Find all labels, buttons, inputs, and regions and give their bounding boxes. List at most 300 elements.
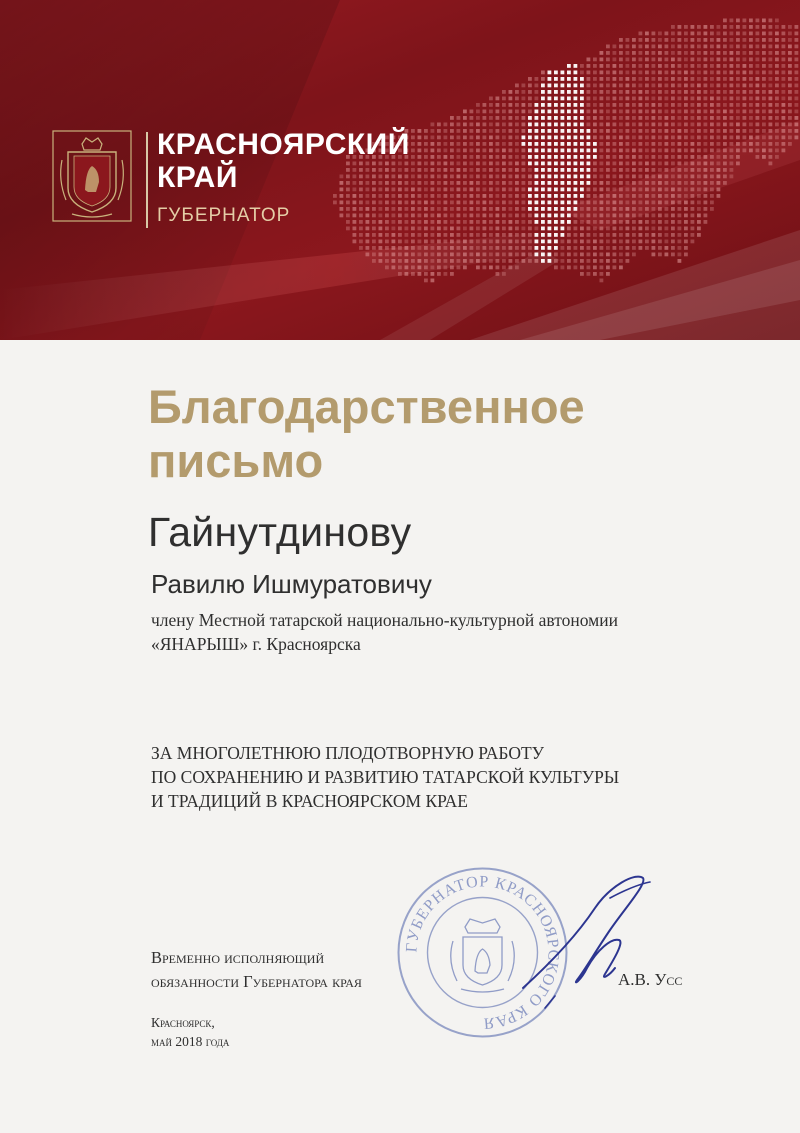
map-dot <box>379 181 383 185</box>
map-dot <box>691 220 695 224</box>
map-dot <box>626 240 630 244</box>
map-dot <box>463 110 467 114</box>
map-dot <box>437 220 441 224</box>
map-dot <box>515 136 519 140</box>
map-dot <box>691 240 695 244</box>
map-dot <box>405 168 409 172</box>
map-dot <box>574 214 578 218</box>
map-dot <box>723 45 727 49</box>
map-dot <box>665 194 669 198</box>
map-dot <box>600 175 604 179</box>
map-dot <box>476 168 480 172</box>
map-dot <box>496 116 500 120</box>
map-dot <box>424 194 428 198</box>
map-dot <box>652 194 656 198</box>
map-dot-highlight <box>541 116 545 120</box>
map-dot <box>502 259 506 263</box>
map-dot <box>704 32 708 36</box>
map-dot <box>522 188 526 192</box>
map-dot <box>782 25 786 29</box>
map-dot <box>626 110 630 114</box>
map-dot <box>476 129 480 133</box>
map-dot <box>606 142 610 146</box>
map-dot <box>613 266 617 270</box>
map-dot <box>730 51 734 55</box>
map-dot <box>678 84 682 88</box>
map-dot <box>730 25 734 29</box>
map-dot <box>782 129 786 133</box>
map-dot <box>587 58 591 62</box>
map-dot <box>379 201 383 205</box>
map-dot <box>502 214 506 218</box>
map-dot <box>346 227 350 231</box>
map-dot <box>632 64 636 68</box>
map-dot-highlight <box>554 240 558 244</box>
map-dot <box>398 188 402 192</box>
map-dot <box>437 266 441 270</box>
map-dot <box>515 155 519 159</box>
map-dot <box>580 246 584 250</box>
map-dot <box>665 149 669 153</box>
map-dot <box>470 155 474 159</box>
map-dot <box>398 168 402 172</box>
map-dot <box>606 71 610 75</box>
map-dot <box>528 220 532 224</box>
map-dot <box>645 168 649 172</box>
map-dot <box>502 142 506 146</box>
map-dot <box>665 181 669 185</box>
map-dot <box>392 188 396 192</box>
map-dot <box>795 71 799 75</box>
map-dot <box>658 51 662 55</box>
map-dot <box>483 129 487 133</box>
map-dot <box>392 266 396 270</box>
map-dot-highlight <box>541 188 545 192</box>
map-dot <box>665 168 669 172</box>
map-dot <box>522 84 526 88</box>
map-dot <box>684 233 688 237</box>
map-dot <box>509 175 513 179</box>
map-dot <box>574 220 578 224</box>
map-dot <box>762 97 766 101</box>
map-dot <box>645 77 649 81</box>
map-dot <box>509 97 513 101</box>
map-dot <box>769 110 773 114</box>
map-dot <box>437 188 441 192</box>
map-dot <box>522 168 526 172</box>
map-dot <box>483 149 487 153</box>
map-dot <box>652 71 656 75</box>
map-dot <box>528 84 532 88</box>
map-dot <box>749 45 753 49</box>
map-dot <box>684 25 688 29</box>
map-dot <box>431 240 435 244</box>
map-dot <box>444 175 448 179</box>
map-dot <box>385 259 389 263</box>
map-dot <box>515 103 519 107</box>
map-dot-highlight <box>580 116 584 120</box>
map-dot <box>736 136 740 140</box>
map-dot <box>496 246 500 250</box>
map-dot <box>710 51 714 55</box>
map-dot <box>489 214 493 218</box>
map-dot <box>645 233 649 237</box>
map-dot <box>762 123 766 127</box>
map-dot <box>593 227 597 231</box>
map-dot <box>658 155 662 159</box>
map-dot <box>366 246 370 250</box>
map-dot-highlight <box>548 201 552 205</box>
map-dot <box>522 116 526 120</box>
map-dot <box>665 136 669 140</box>
map-dot <box>769 58 773 62</box>
map-dot <box>593 259 597 263</box>
map-dot <box>775 38 779 42</box>
recipient-surname: Гайнутдинову <box>148 509 412 555</box>
map-dot <box>450 175 454 179</box>
map-dot <box>496 129 500 133</box>
map-dot <box>353 181 357 185</box>
map-dot <box>444 214 448 218</box>
map-dot <box>743 25 747 29</box>
map-dot-highlight <box>554 194 558 198</box>
map-dot <box>632 103 636 107</box>
map-dot <box>697 136 701 140</box>
map-dot <box>476 253 480 257</box>
map-dot <box>769 155 773 159</box>
map-dot <box>411 162 415 166</box>
map-dot-highlight <box>541 136 545 140</box>
map-dot <box>405 188 409 192</box>
map-dot <box>697 155 701 159</box>
map-dot <box>717 110 721 114</box>
map-dot <box>788 51 792 55</box>
map-dot <box>723 19 727 23</box>
map-dot <box>372 194 376 198</box>
map-dot <box>756 32 760 36</box>
map-dot <box>483 155 487 159</box>
recipient-given-names: Равилю Ишмуратовичу <box>151 569 432 599</box>
map-dot <box>509 227 513 231</box>
map-dot <box>444 201 448 205</box>
map-dot <box>775 103 779 107</box>
map-dot <box>515 259 519 263</box>
map-dot <box>671 142 675 146</box>
map-dot <box>684 58 688 62</box>
map-dot <box>411 142 415 146</box>
map-dot <box>723 129 727 133</box>
map-dot <box>366 220 370 224</box>
map-dot <box>671 136 675 140</box>
map-dot <box>366 168 370 172</box>
map-dot <box>398 233 402 237</box>
map-dot <box>463 201 467 205</box>
map-dot <box>606 45 610 49</box>
map-dot-highlight <box>580 155 584 159</box>
map-dot <box>359 240 363 244</box>
map-dot <box>424 142 428 146</box>
map-dot <box>639 71 643 75</box>
map-dot <box>684 71 688 75</box>
map-dot <box>587 233 591 237</box>
map-dot <box>704 84 708 88</box>
map-dot-highlight <box>535 155 539 159</box>
map-dot <box>379 253 383 257</box>
map-dot <box>437 142 441 146</box>
map-dot <box>717 168 721 172</box>
map-dot <box>561 259 565 263</box>
map-dot <box>606 233 610 237</box>
map-dot <box>580 253 584 257</box>
map-dot <box>684 45 688 49</box>
map-dot <box>684 201 688 205</box>
map-dot <box>437 214 441 218</box>
map-dot <box>411 188 415 192</box>
map-dot <box>697 25 701 29</box>
map-dot-highlight <box>580 84 584 88</box>
map-dot <box>489 142 493 146</box>
map-dot <box>457 136 461 140</box>
map-dot <box>723 38 727 42</box>
map-dot <box>444 194 448 198</box>
map-dot <box>418 259 422 263</box>
map-dot <box>704 142 708 146</box>
map-dot <box>691 214 695 218</box>
map-dot <box>522 97 526 101</box>
map-dot <box>691 71 695 75</box>
map-dot <box>606 201 610 205</box>
map-dot <box>788 110 792 114</box>
merit-line1: ЗА МНОГОЛЕТНЮЮ ПЛОДОТВОРНУЮ РАБОТУ <box>151 743 545 763</box>
map-dot <box>632 129 636 133</box>
map-dot <box>398 220 402 224</box>
map-dot <box>587 214 591 218</box>
map-dot-highlight <box>567 71 571 75</box>
map-dot <box>671 123 675 127</box>
map-dot <box>626 123 630 127</box>
map-dot-highlight <box>541 90 545 94</box>
map-dot-highlight <box>535 175 539 179</box>
handwritten-signature <box>515 868 685 1018</box>
map-dot <box>437 129 441 133</box>
map-dot <box>795 58 799 62</box>
map-dot <box>684 116 688 120</box>
map-dot <box>613 259 617 263</box>
map-dot <box>424 272 428 276</box>
map-dot <box>730 97 734 101</box>
map-dot <box>580 201 584 205</box>
map-dot <box>424 181 428 185</box>
map-dot <box>515 194 519 198</box>
map-dot <box>450 233 454 237</box>
map-dot <box>509 214 513 218</box>
map-dot <box>678 201 682 205</box>
map-dot <box>606 58 610 62</box>
map-dot <box>769 103 773 107</box>
map-dot-highlight <box>541 259 545 263</box>
map-dot <box>684 220 688 224</box>
map-dot <box>632 71 636 75</box>
map-dot-highlight <box>528 116 532 120</box>
map-dot-highlight <box>567 201 571 205</box>
map-dot <box>678 149 682 153</box>
map-dot-highlight <box>548 214 552 218</box>
map-dot <box>710 38 714 42</box>
map-dot <box>437 272 441 276</box>
map-dot <box>489 175 493 179</box>
map-dot <box>632 45 636 49</box>
map-dot <box>587 227 591 231</box>
map-dot <box>665 71 669 75</box>
map-dot <box>496 149 500 153</box>
map-dot <box>450 116 454 120</box>
map-dot <box>385 168 389 172</box>
map-dot <box>795 45 799 49</box>
map-dot <box>678 103 682 107</box>
map-dot <box>684 84 688 88</box>
map-dot <box>736 32 740 36</box>
map-dot <box>658 90 662 94</box>
map-dot <box>502 123 506 127</box>
map-dot <box>723 155 727 159</box>
map-dot <box>678 45 682 49</box>
map-dot <box>470 149 474 153</box>
map-dot <box>756 116 760 120</box>
map-dot <box>346 188 350 192</box>
map-dot-highlight <box>574 136 578 140</box>
map-dot <box>632 207 636 211</box>
map-dot-highlight <box>574 64 578 68</box>
map-dot <box>691 194 695 198</box>
map-dot <box>736 51 740 55</box>
map-dot <box>613 71 617 75</box>
map-dot <box>587 272 591 276</box>
map-dot <box>353 227 357 231</box>
map-dot <box>730 84 734 88</box>
map-dot-highlight <box>535 253 539 257</box>
map-dot <box>496 272 500 276</box>
map-dot <box>463 175 467 179</box>
map-dot <box>606 259 610 263</box>
map-dot <box>613 51 617 55</box>
map-dot-highlight <box>535 168 539 172</box>
brand-subtitle: ГУБЕРНАТОР <box>157 205 291 226</box>
map-dot <box>411 136 415 140</box>
map-dot <box>418 175 422 179</box>
map-dot <box>619 181 623 185</box>
map-dot <box>528 103 532 107</box>
map-dot-highlight <box>548 253 552 257</box>
map-dot <box>385 201 389 205</box>
map-dot <box>522 253 526 257</box>
map-dot <box>652 207 656 211</box>
map-dot <box>431 194 435 198</box>
map-dot-highlight <box>541 227 545 231</box>
map-dot <box>353 201 357 205</box>
map-dot <box>658 71 662 75</box>
map-dot <box>671 90 675 94</box>
map-dot-highlight <box>541 129 545 133</box>
map-dot <box>749 97 753 101</box>
map-dot <box>619 38 623 42</box>
map-dot <box>450 201 454 205</box>
map-dot-highlight <box>548 84 552 88</box>
map-dot <box>606 103 610 107</box>
map-dot-highlight <box>561 162 565 166</box>
map-dot-highlight <box>561 168 565 172</box>
map-dot <box>795 123 799 127</box>
map-dot <box>704 194 708 198</box>
map-dot <box>502 149 506 153</box>
map-dot <box>457 207 461 211</box>
map-dot <box>411 129 415 133</box>
map-dot <box>788 142 792 146</box>
map-dot-highlight <box>574 188 578 192</box>
map-dot <box>619 136 623 140</box>
map-dot <box>723 142 727 146</box>
map-dot <box>411 207 415 211</box>
map-dot <box>665 77 669 81</box>
recipient-description <box>151 608 771 656</box>
map-dot <box>619 227 623 231</box>
map-dot <box>463 168 467 172</box>
map-dot <box>775 71 779 75</box>
map-dot <box>613 116 617 120</box>
map-dot-highlight <box>567 123 571 127</box>
map-dot <box>710 123 714 127</box>
map-dot <box>515 240 519 244</box>
map-dot-highlight <box>554 233 558 237</box>
map-dot <box>405 233 409 237</box>
map-dot <box>476 214 480 218</box>
map-dot <box>600 136 604 140</box>
map-dot <box>704 188 708 192</box>
map-dot <box>769 32 773 36</box>
map-dot-highlight <box>535 129 539 133</box>
map-dot <box>619 64 623 68</box>
map-dot <box>736 103 740 107</box>
map-dot <box>522 246 526 250</box>
map-dot <box>788 58 792 62</box>
map-dot <box>509 220 513 224</box>
map-dot <box>684 227 688 231</box>
map-dot <box>450 253 454 257</box>
map-dot <box>762 136 766 140</box>
map-dot <box>730 71 734 75</box>
map-dot-highlight <box>535 110 539 114</box>
map-dot-highlight <box>561 220 565 224</box>
map-dot <box>574 227 578 231</box>
map-dot-highlight <box>580 129 584 133</box>
map-dot <box>710 188 714 192</box>
map-dot <box>691 25 695 29</box>
map-dot <box>502 116 506 120</box>
map-dot <box>398 259 402 263</box>
map-dot <box>671 45 675 49</box>
map-dot <box>717 181 721 185</box>
map-dot <box>372 168 376 172</box>
map-dot <box>626 259 630 263</box>
map-dot <box>626 233 630 237</box>
map-dot <box>756 84 760 88</box>
map-dot <box>626 77 630 81</box>
map-dot <box>749 136 753 140</box>
map-dot <box>470 253 474 257</box>
map-dot <box>431 220 435 224</box>
map-dot <box>762 84 766 88</box>
map-dot-highlight <box>541 181 545 185</box>
map-dot <box>483 188 487 192</box>
